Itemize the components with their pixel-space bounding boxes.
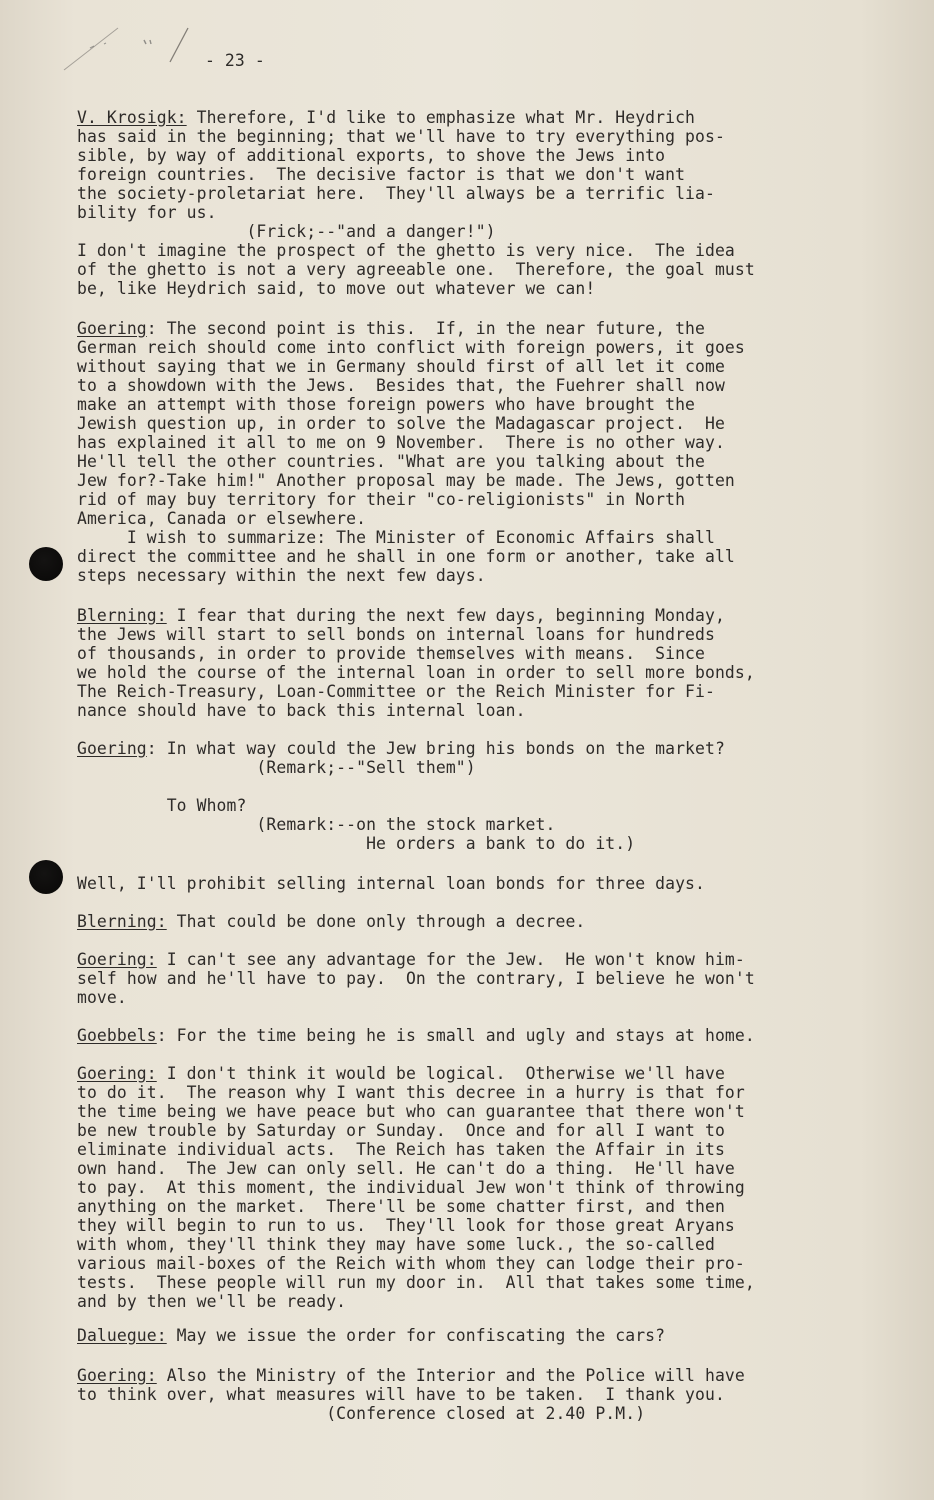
- line-text: Well, I'll prohibit selling internal loan bonds for three days.: [77, 874, 705, 893]
- line-text: nance should have to back this internal loan.: [77, 701, 526, 720]
- text-line: [77, 1292, 755, 1311]
- text-line: [77, 663, 755, 682]
- line-text: (Conference closed at 2.40 P.M.): [77, 1404, 646, 1423]
- line-text: : For the time being he is small and ugly and stays at home.: [156, 1026, 755, 1045]
- text-line: [77, 471, 745, 490]
- line-text: with whom, they'll think they may have some luck., the so-called: [77, 1235, 715, 1254]
- text-line: [77, 1273, 755, 1292]
- transcript-paragraph: [77, 1026, 755, 1045]
- line-text: direct the committee and he shall in one form or another, take all: [77, 547, 735, 566]
- line-text: The Reich-Treasury, Loan-Committee or the Reich Minister for Fi-: [77, 682, 715, 701]
- transcript-paragraph: [77, 912, 585, 931]
- text-line: [77, 146, 755, 165]
- text-line: [77, 547, 745, 566]
- line-text: move.: [77, 988, 127, 1007]
- speaker-name: Goering:: [77, 1366, 157, 1385]
- line-text: rid of may buy territory for their "co-religionists" in North: [77, 490, 686, 509]
- punch-hole-top: [29, 547, 63, 581]
- text-line: [77, 203, 755, 222]
- line-text: Therefore, I'd like to emphasize what Mr. Heydrich: [186, 108, 696, 127]
- transcript-paragraph: [77, 1064, 755, 1311]
- text-line: [77, 625, 755, 644]
- line-text: German reich should come into conflict with foreign powers, it goes: [77, 338, 745, 357]
- text-line: [77, 758, 725, 777]
- text-line: [77, 1083, 755, 1102]
- line-text: I don't think it would be logical. Otherwise we'll have: [156, 1064, 725, 1083]
- line-text: the time being we have peace but who can guarantee that there won't: [77, 1102, 745, 1121]
- text-line: [77, 950, 755, 969]
- transcript-paragraph: [77, 108, 755, 298]
- speaker-name: Goering: [77, 739, 147, 758]
- text-line: [77, 127, 755, 146]
- line-text: To Whom?: [77, 796, 247, 815]
- text-line: [77, 1366, 745, 1385]
- text-line: [77, 414, 745, 433]
- transcript-paragraph: [77, 1366, 745, 1423]
- line-text: (Remark:--on the stock market.: [77, 815, 556, 834]
- line-text: May we issue the order for confiscating the cars?: [166, 1326, 666, 1345]
- text-line: [77, 682, 755, 701]
- text-line: [77, 338, 745, 357]
- text-line: [77, 912, 585, 931]
- line-text: He'll tell the other countries. "What are you talking about the: [77, 452, 705, 471]
- text-line: [77, 184, 755, 203]
- text-line: [77, 1121, 755, 1140]
- line-text: to a showdown with the Jews. Besides that, the Fuehrer shall now: [77, 376, 725, 395]
- line-text: America, Canada or elsewhere.: [77, 509, 367, 528]
- text-line: [77, 357, 745, 376]
- text-line: [77, 701, 755, 720]
- text-line: [77, 1254, 755, 1273]
- transcript-paragraph: [77, 606, 755, 720]
- text-line: [77, 566, 745, 585]
- line-text: Jew for?-Take him!" Another proposal may be made. The Jews, gotten: [77, 471, 735, 490]
- line-text: sible, by way of additional exports, to shove the Jews into: [77, 146, 666, 165]
- text-line: [77, 969, 755, 988]
- text-line: [77, 490, 745, 509]
- speaker-name: Daluegue:: [77, 1326, 167, 1345]
- transcript-paragraph: [77, 950, 755, 1007]
- line-text: That could be done only through a decree.: [166, 912, 586, 931]
- line-text: Jewish question up, in order to solve the Madagascar project. He: [77, 414, 725, 433]
- text-line: [77, 319, 745, 338]
- line-text: to think over, what measures will have to be taken. I thank you.: [77, 1385, 725, 1404]
- text-line: [77, 1064, 755, 1083]
- line-text: (Frick;--"and a danger!"): [77, 222, 496, 241]
- text-line: [77, 222, 755, 241]
- text-line: [77, 165, 755, 184]
- line-text: (Remark;--"Sell them"): [77, 758, 476, 777]
- line-text: I don't imagine the prospect of the ghetto is very nice. The idea: [77, 241, 735, 260]
- page-number: - 23 -: [205, 51, 265, 70]
- line-text: Also the Ministry of the Interior and the Police will have: [156, 1366, 745, 1385]
- line-text: of the ghetto is not a very agreeable one. Therefore, the goal must: [77, 260, 755, 279]
- text-line: [77, 1197, 755, 1216]
- text-line: [77, 241, 755, 260]
- text-line: [77, 834, 635, 853]
- text-line: [77, 606, 755, 625]
- text-line: [77, 433, 745, 452]
- text-line: [77, 452, 745, 471]
- transcript-paragraph: [77, 319, 745, 585]
- speaker-name: Blerning:: [77, 606, 167, 625]
- line-text: I fear that during the next few days, beginning Monday,: [166, 606, 725, 625]
- punch-hole-bottom: [29, 860, 63, 894]
- line-text: of thousands, in order to provide themselves with means. Since: [77, 644, 705, 663]
- text-line: [77, 1326, 665, 1345]
- line-text: anything on the market. There'll be some chatter first, and then: [77, 1197, 725, 1216]
- text-line: [77, 260, 755, 279]
- line-text: foreign countries. The decisive factor is that we don't want: [77, 165, 686, 184]
- line-text: be new trouble by Saturday or Sunday. Once and for all I want to: [77, 1121, 725, 1140]
- line-text: we hold the course of the internal loan in order to sell more bonds,: [77, 663, 755, 682]
- line-text: to pay. At this moment, the individual Jew won't think of throwing: [77, 1178, 745, 1197]
- speaker-name: Goebbels: [77, 1026, 157, 1045]
- text-line: [77, 528, 745, 547]
- line-text: and by then we'll be ready.: [77, 1292, 347, 1311]
- speaker-name: Goering: [77, 319, 147, 338]
- line-text: steps necessary within the next few days.: [77, 566, 486, 585]
- text-line: [77, 988, 755, 1007]
- line-text: eliminate individual acts. The Reich has taken the Affair in its: [77, 1140, 725, 1159]
- line-text: be, like Heydrich said, to move out whatever we can!: [77, 279, 596, 298]
- transcript-body: [77, 108, 877, 1448]
- transcript-paragraph: [77, 739, 725, 777]
- line-text: has said in the beginning; that we'll have to try everything pos-: [77, 127, 725, 146]
- line-text: various mail-boxes of the Reich with whom they can lodge their pro-: [77, 1254, 745, 1273]
- line-text: make an attempt with those foreign powers who have brought the: [77, 395, 696, 414]
- line-text: own hand. The Jew can only sell. He can't do a thing. He'll have: [77, 1159, 735, 1178]
- text-line: [77, 1159, 755, 1178]
- transcript-paragraph: [77, 1326, 665, 1345]
- text-line: [77, 1178, 755, 1197]
- line-text: they will begin to run to us. They'll look for those great Aryans: [77, 1216, 735, 1235]
- text-line: [77, 1404, 745, 1423]
- line-text: I can't see any advantage for the Jew. He won't know him-: [156, 950, 745, 969]
- text-line: [77, 796, 635, 815]
- line-text: : The second point is this. If, in the near future, the: [146, 319, 705, 338]
- text-line: [77, 1026, 755, 1045]
- line-text: : In what way could the Jew bring his bonds on the market?: [146, 739, 725, 758]
- line-text: bility for us.: [77, 203, 217, 222]
- line-text: self how and he'll have to pay. On the contrary, I believe he won't: [77, 969, 755, 988]
- text-line: [77, 509, 745, 528]
- speaker-name: V. Krosigk:: [77, 108, 187, 127]
- line-text: has explained it all to me on 9 November. There is no other way.: [77, 433, 725, 452]
- text-line: [77, 279, 755, 298]
- text-line: [77, 1102, 755, 1121]
- text-line: [77, 1140, 755, 1159]
- speaker-name: Goering:: [77, 950, 157, 969]
- text-line: [77, 1385, 745, 1404]
- speaker-name: Blerning:: [77, 912, 167, 931]
- text-line: [77, 644, 755, 663]
- line-text: the society-proletariat here. They'll always be a terrific lia-: [77, 184, 715, 203]
- line-text: I wish to summarize: The Minister of Economic Affairs shall: [77, 528, 715, 547]
- text-line: [77, 815, 635, 834]
- line-text: He orders a bank to do it.): [77, 834, 636, 853]
- text-line: [77, 395, 745, 414]
- text-line: [77, 739, 725, 758]
- text-line: [77, 108, 755, 127]
- text-line: [77, 1235, 755, 1254]
- text-line: [77, 874, 705, 893]
- line-text: the Jews will start to sell bonds on internal loans for hundreds: [77, 625, 715, 644]
- text-line: [77, 376, 745, 395]
- line-text: to do it. The reason why I want this decree in a hurry is that for: [77, 1083, 745, 1102]
- speaker-name: Goering:: [77, 1064, 157, 1083]
- transcript-paragraph: [77, 874, 705, 893]
- transcript-paragraph: [77, 796, 635, 853]
- text-line: [77, 1216, 755, 1235]
- pencil-scratch-marks: [60, 20, 200, 80]
- line-text: without saying that we in Germany should first of all let it come: [77, 357, 725, 376]
- line-text: tests. These people will run my door in. All that takes some time,: [77, 1273, 755, 1292]
